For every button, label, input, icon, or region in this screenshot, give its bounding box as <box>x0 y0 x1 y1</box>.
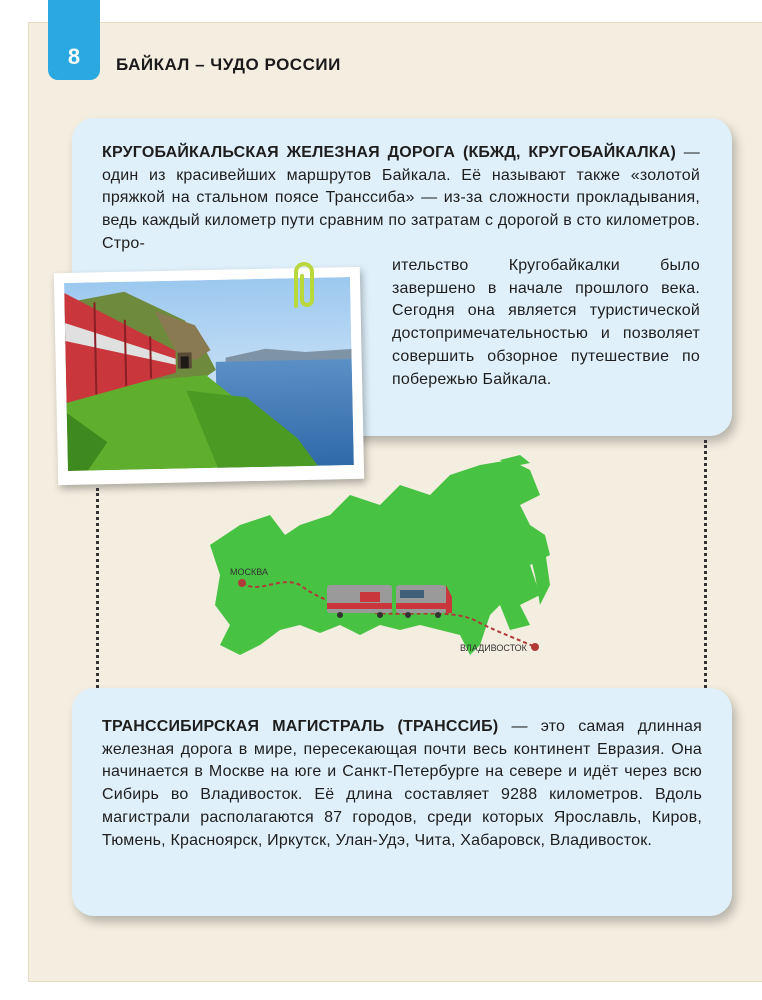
krugobaikal-text-top <box>102 142 700 256</box>
page-number: 8 <box>48 0 100 80</box>
moscow-label: МОСКВА <box>230 567 268 577</box>
russia-map <box>200 455 560 675</box>
moscow-point <box>238 579 246 587</box>
vladivostok-point <box>531 643 539 651</box>
map-landmass <box>210 460 550 655</box>
dotted-line-left <box>96 488 99 688</box>
krugobaikal-heading: КРУГОБАЙКАЛЬСКАЯ ЖЕЛЕЗНАЯ ДОРОГА (КБЖД, КРУГОБАЙКАЛКА) <box>102 144 677 161</box>
dotted-line-right <box>704 440 707 688</box>
krugobaikal-text-side: ительство Кругобайкалки было завершено в начале прошлого века. Сегодня она является туристической достопримечательностью и позволяет совершить обзорное путешествие по побережью Байкала. <box>392 257 700 388</box>
transsib-text <box>102 716 702 852</box>
vladivostok-label: ВЛАДИВОСТОК <box>460 643 527 653</box>
transsib-body: — это самая длинная железная дорога в мире, пересекающая почти весь континент Евразия. Она начинается в Москве на юге и Санкт-Петербурге на севере и идёт через всю Сибирь во Владивосток. Её длина составляет 9288 километров. Вдоль магистрали располагаются 87 городов, среди которых Ярославль, Киров, Тюмень, Красноярск, Иркутск, Улан-Удэ, Чита, Хабаровск, Владивосток. <box>102 718 702 849</box>
transsib-heading: ТРАНССИБИРСКАЯ МАГИСТРАЛЬ (ТРАНССИБ) <box>102 718 499 735</box>
krugobaikal-body: — один из красивейших маршрутов Байкала. Её называют также «золотой пряжкой на стальном поясе Транссиба» — из-за сложности прокладывания, ведь каждый километр пути сравним по затратам с дорогой в сто километров. Стро- <box>102 144 700 252</box>
section-title: БАЙКАЛ – ЧУДО РОССИИ <box>116 55 341 74</box>
paper-clip-icon <box>282 262 322 312</box>
